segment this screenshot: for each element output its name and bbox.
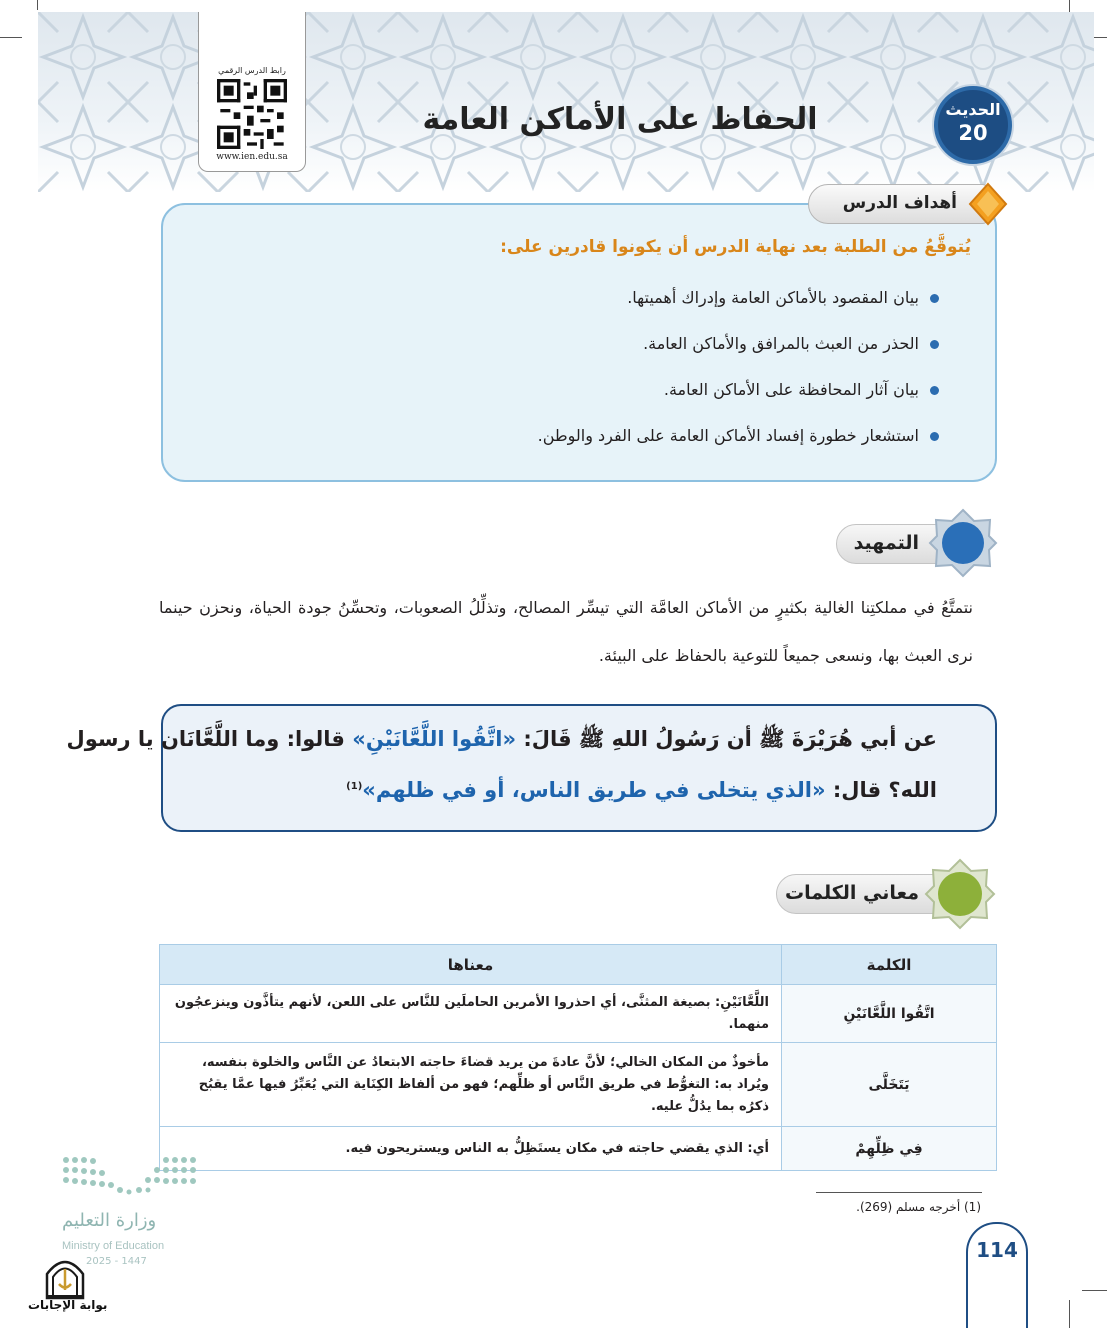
ministry-year: 2025 - 1447 [86,1256,147,1267]
portal-logo-icon [44,1256,86,1300]
page-number: 114 [976,1238,1018,1262]
crop-mark [37,0,38,10]
word-cell: فِي ظِلِّهِمْ [782,1127,997,1171]
blue-octagon-icon [928,508,998,578]
qr-label: رابط الدرس الرقمي [218,66,286,75]
crop-mark [0,37,22,38]
meaning-cell: اللَّعَّانَيْنِ: بصيغة المثنَّى، أي احذروا الأمرين الحاملَين للنَّاس على اللعن، لأنهم يتأذَّون وينزعجُون منهما. [160,985,782,1043]
words-title: معاني الكلمات [784,882,919,904]
word-cell: اتَّقُوا اللَّعَّانَيْنِ [782,985,997,1043]
objective-item: الحذر من العبث بالمرافق والأماكن العامة. [538,329,939,375]
footnote-divider [816,1192,982,1193]
hadith-narration: عن أبي هُرَيْرَةَ ﷺ أن رَسُولُ اللهِ ﷺ قَالَ: [516,727,937,751]
objective-item: بيان المقصود بالأماكن العامة وإدراك أهميتها. [538,283,939,329]
qr-card[interactable] [198,12,306,172]
word-cell: يَتَخَلَّى [782,1043,997,1127]
hadith-line-2 [346,778,937,802]
hadith-narration: قالوا: وما اللَّعَّانَان يا رسول [66,727,353,751]
qr-url[interactable]: www.ien.edu.sa [216,152,288,162]
column-header-word: الكلمة [782,945,997,985]
objectives-list [538,283,939,467]
column-header-meaning: معناها [160,945,782,985]
objectives-tab [808,184,988,224]
objectives-lead: يُتوقَّعُ من الطلبة بعد نهاية الدرس أن يكونوا قادرين على: [500,237,971,257]
intro-paragraph: نتمتَّعُ في مملكتِنا الغالية بكثيرٍ من الأماكن العامَّة التي تيسِّر المصالح، وتذلِّلُ الصعوبات، وتحسِّنُ جودة الحياة، ونحزن حينما نرى العبث بها، ونسعى جميعاً للتوعية بالحفاظ على البيئة. [159,598,973,665]
crop-mark [1069,1300,1070,1328]
hadith-text-box [66,704,997,832]
green-octagon-icon [924,858,996,930]
objective-item: استشعار خطورة إفساد الأماكن العامة على الفرد والوطن. [538,421,939,467]
word-meanings-table [159,944,997,1171]
objectives-title: أهداف الدرس [842,193,957,213]
hadith-line-1 [66,726,937,757]
footnote-reference[interactable]: (1) [346,781,363,792]
hadith-quote: «الذي يتخلى في طريق الناس، أو في ظلهم» [362,778,826,802]
ministry-name-en: Ministry of Education [62,1240,165,1252]
meaning-cell: أي: الذي يقضي حاجته في مكان يستَظِلُّ به الناس ويستريحون فيه. [160,1127,782,1171]
hadith-narration: الله؟ قال: [825,778,937,802]
ministry-logo-dots [62,1154,198,1202]
ministry-name-ar: وزارة التعليم [62,1210,157,1231]
intro-title: التمهيد [853,532,919,554]
hadith-quote: «اتَّقُوا اللَّعَّانَيْنِ» [352,727,517,751]
hadith-number-badge [934,86,1012,164]
table-header-row [160,945,997,985]
crop-mark [1082,1290,1107,1291]
orange-diamond-icon [968,182,1008,226]
hadith-badge-label: الحديث [945,100,1001,119]
meaning-cell: مأخوذٌ من المكان الخالي؛ لأنَّ عادةَ من يريد قضاءَ حاجته الابتعادُ عن النَّاس والخلوة بنفسه، ويُراد به: التغوُّط في طريق النَّاس أو ظلِّهم؛ فهو من ألفاظ الكِنَاية التي يُعَبِّرُ فيها عمَّا يقبُح ذكرُه بما يدُلُّ عليه. [160,1043,782,1127]
table-row [160,1127,997,1171]
table-row [160,985,997,1043]
table-row [160,1043,997,1127]
objective-item: بيان آثار المحافظة على الأماكن العامة. [538,375,939,421]
lesson-title: الحفاظ على الأماكن العامة [422,102,818,137]
footnote: (1) أخرجه مسلم (269). [856,1200,981,1214]
qr-code-icon[interactable] [217,79,287,149]
portal-name: بوابة الإجابات [28,1298,108,1312]
hadith-badge-number: 20 [958,121,988,145]
